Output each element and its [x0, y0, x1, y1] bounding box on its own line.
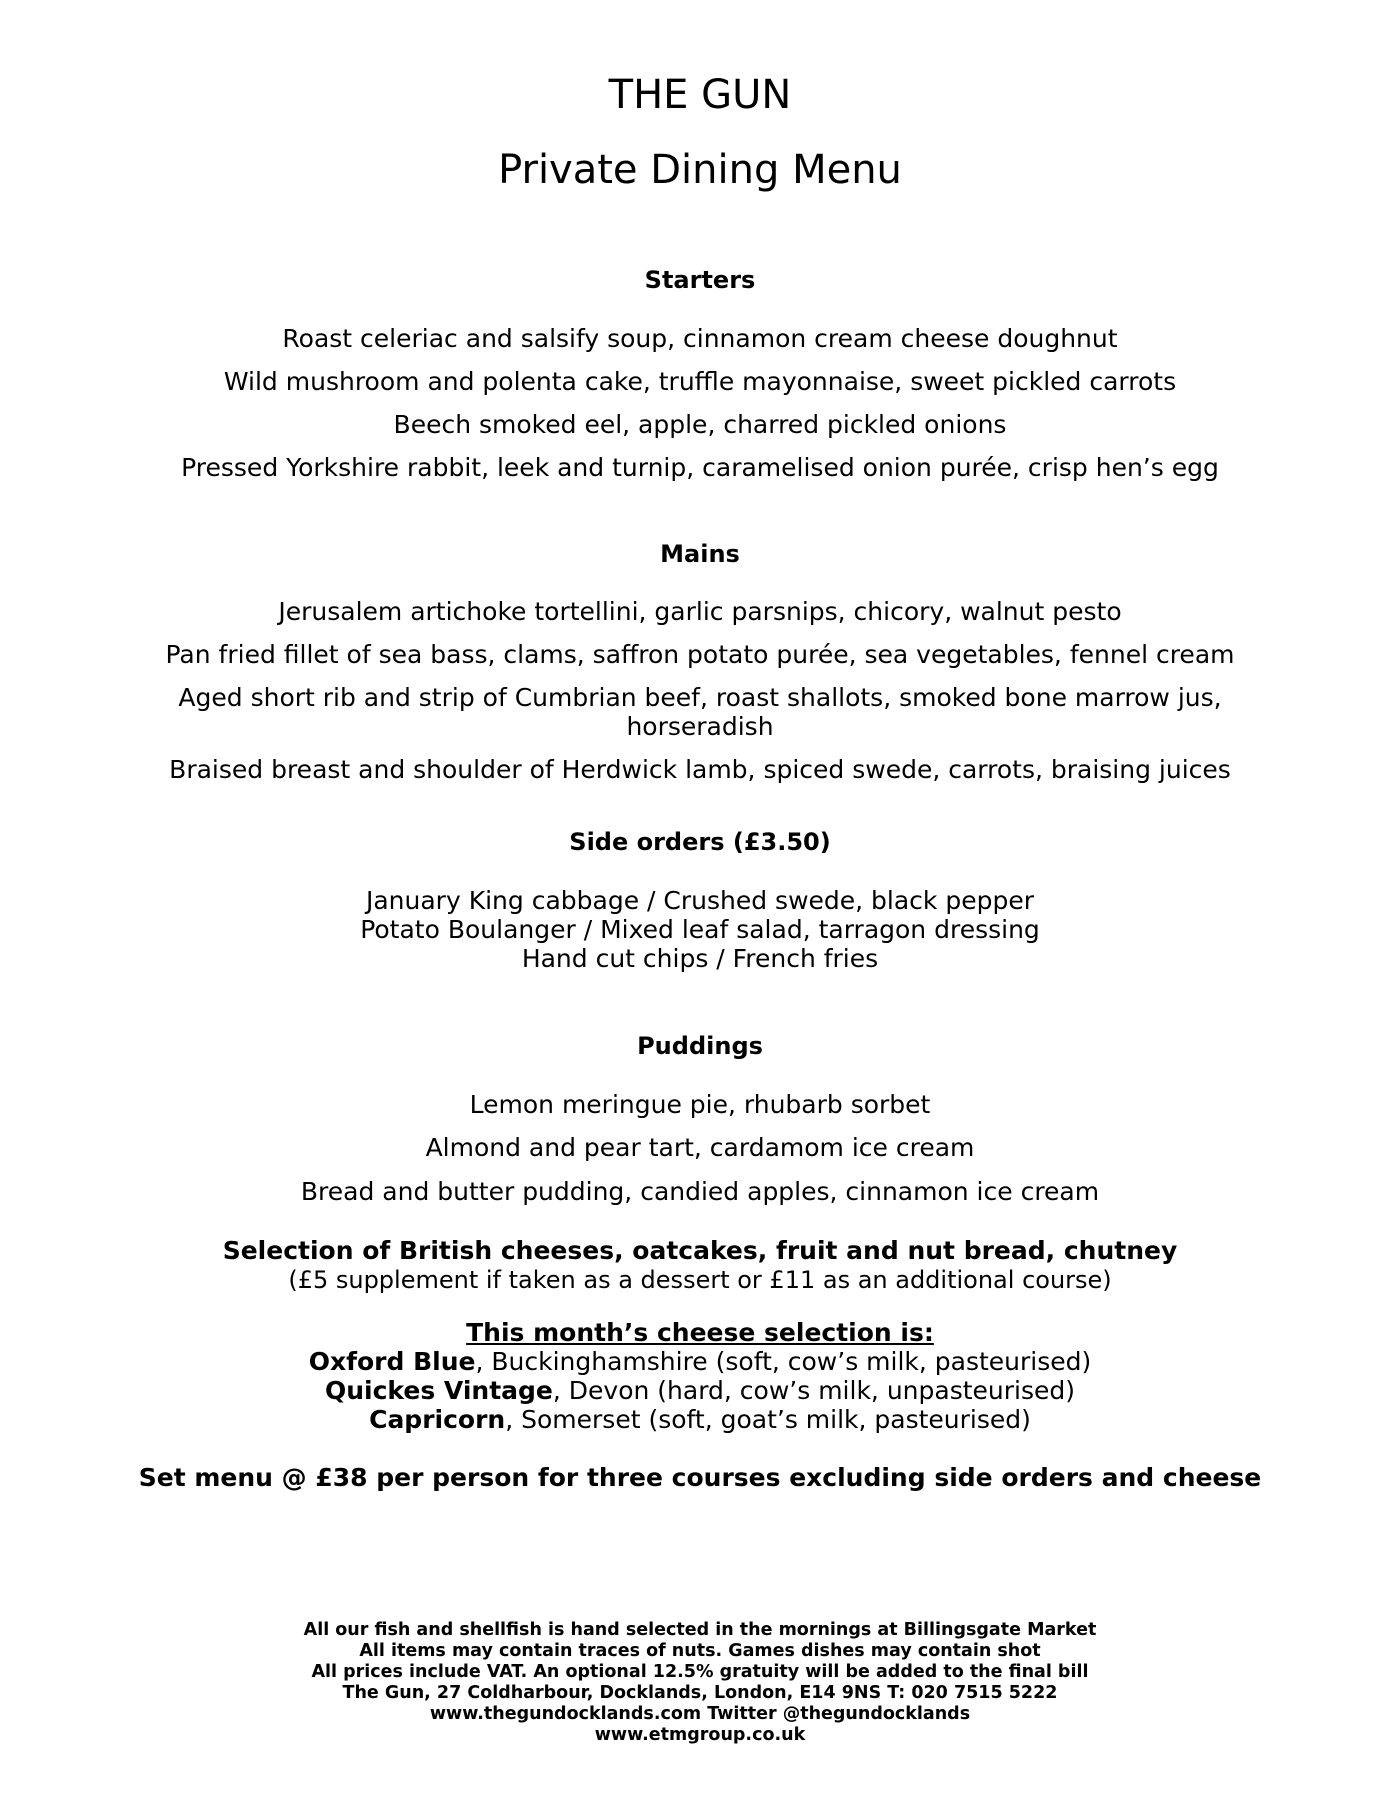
footer-line: All items may contain traces of nuts. Games dishes may contain shot [359, 1641, 1041, 1661]
cheese-detail: , Somerset (soft, goat’s milk, pasteurised) [505, 1405, 1031, 1434]
cheese-month-heading: This month’s cheese selection is: [466, 1318, 934, 1347]
mains-heading: Mains [660, 540, 740, 568]
main-item: Pan fried fillet of sea bass, clams, saffron potato purée, sea vegetables, fennel cream [165, 640, 1235, 669]
side-line: Potato Boulanger / Mixed leaf salad, tarragon dressing [360, 915, 1040, 944]
cheese-item [0, 1405, 1400, 1434]
cheese-item [0, 1347, 1400, 1376]
cheese-item [0, 1376, 1400, 1405]
starters-heading: Starters [644, 266, 756, 294]
cheese-name: Quickes Vintage [324, 1376, 553, 1405]
footer-line: All prices include VAT. An optional 12.5% gratuity will be added to the final bill [311, 1662, 1089, 1682]
puddings-heading: Puddings [637, 1032, 763, 1060]
pudding-item: Almond and pear tart, cardamom ice cream [425, 1133, 975, 1162]
footer-group-website: www.etmgroup.co.uk [594, 1725, 806, 1745]
pudding-item: Lemon meringue pie, rhubarb sorbet [469, 1090, 931, 1119]
cheese-name: Oxford Blue [308, 1347, 476, 1376]
side-line: January King cabbage / Crushed swede, black pepper [365, 886, 1034, 915]
side-line: Hand cut chips / French fries [521, 944, 879, 973]
restaurant-title: THE GUN [608, 72, 792, 118]
footer-website-twitter: www.thegundocklands.com Twitter @thegundocklands [429, 1704, 971, 1724]
menu-subtitle: Private Dining Menu [498, 147, 902, 193]
main-item: Jerusalem artichoke tortellini, garlic parsnips, chicory, walnut pesto [278, 597, 1122, 626]
main-item: Aged short rib and strip of Cumbrian beef, roast shallots, smoked bone marrow jus, [178, 683, 1222, 712]
cheese-name: Capricorn [369, 1405, 506, 1434]
starter-item: Pressed Yorkshire rabbit, leek and turnip, caramelised onion purée, crisp hen’s egg [181, 453, 1219, 482]
cheese-supplement: (£5 supplement if taken as a dessert or £11 as an additional course) [288, 1266, 1112, 1294]
pudding-item: Bread and butter pudding, candied apples, cinnamon ice cream [300, 1177, 1100, 1206]
main-item: Braised breast and shoulder of Herdwick lamb, spiced swede, carrots, braising juices [169, 755, 1231, 784]
footer-line: All our fish and shellfish is hand selected in the mornings at Billingsgate Market [303, 1620, 1097, 1640]
sides-heading: Side orders (£3.50) [569, 828, 831, 856]
set-menu-price: Set menu @ £38 per person for three courses excluding side orders and cheese [138, 1463, 1262, 1492]
cheese-detail: , Buckinghamshire (soft, cow’s milk, pasteurised) [475, 1347, 1092, 1376]
footer-address: The Gun, 27 Coldharbour, Docklands, London, E14 9NS T: 020 7515 5222 [342, 1683, 1058, 1703]
starter-item: Roast celeriac and salsify soup, cinnamon cream cheese doughnut [282, 324, 1118, 353]
cheese-selection: Selection of British cheeses, oatcakes, fruit and nut bread, chutney [222, 1236, 1178, 1265]
starter-item: Wild mushroom and polenta cake, truffle mayonnaise, sweet pickled carrots [223, 367, 1177, 396]
cheese-detail: , Devon (hard, cow’s milk, unpasteurised) [552, 1376, 1076, 1405]
starter-item: Beech smoked eel, apple, charred pickled onions [393, 410, 1007, 439]
main-item-continued: horseradish [626, 712, 774, 741]
